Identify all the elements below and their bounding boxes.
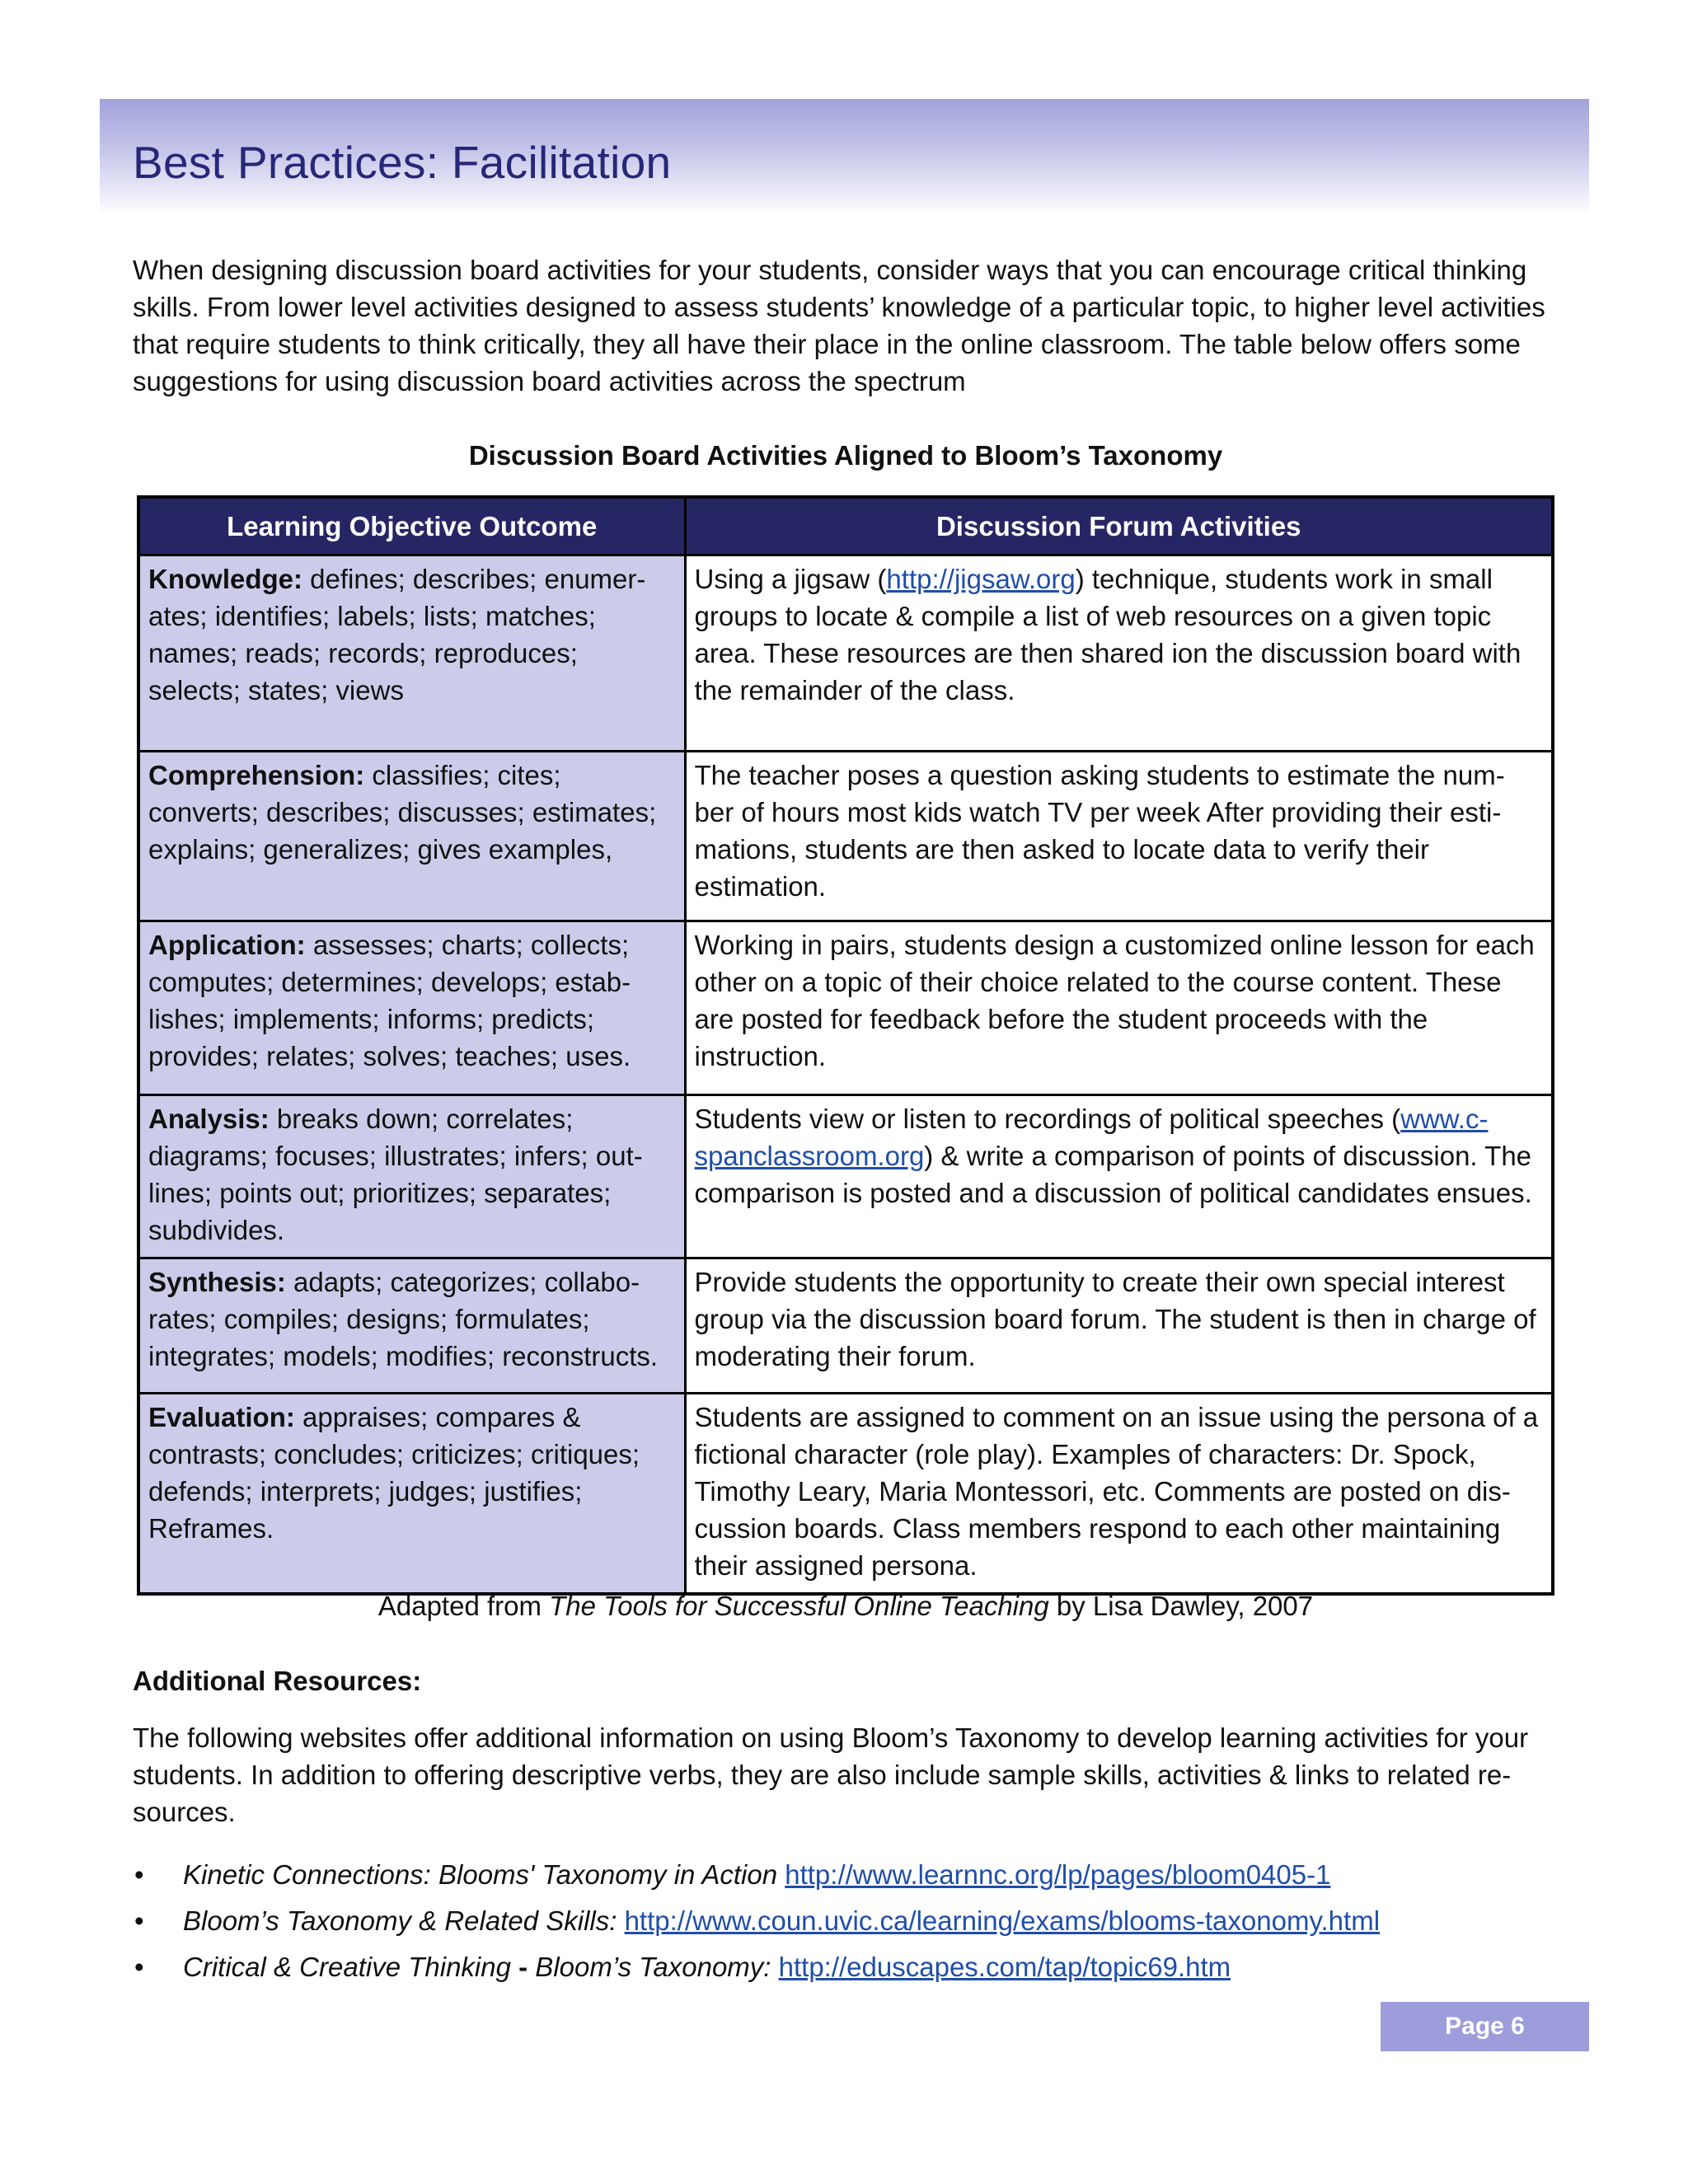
activity-cell: Provide students the opportunity to create their own special interest group via the discussion board forum. The student is then in charge of moderating their forum. xyxy=(685,1258,1553,1394)
level-verbs: classifies; cites; converts; describes; discusses; estimates; explains; generalizes; gives examples, xyxy=(148,760,657,865)
activity-text: ) & write a comparison of points of discussion. The comparison is posted and a discussion of political candidates ensues. xyxy=(694,1141,1532,1208)
resource-label: Bloom’s Taxonomy: xyxy=(528,1952,779,1982)
resource-label-dash: - xyxy=(518,1952,528,1982)
table-row-knowledge xyxy=(138,555,1553,752)
activity-cell: Working in pairs, students design a customized online lesson for each other on a topic of their choice related to the course content. These are posted for feedback before the student proceeds with the instruction. xyxy=(685,921,1553,1095)
cspan-classroom-link[interactable]: www.c-spanclassroom.org xyxy=(694,1104,1489,1171)
activity-text: Students view or listen to recordings of political speeches ( xyxy=(694,1104,1401,1134)
resource-label: Kinetic Connections: Blooms' Taxonomy in Action xyxy=(183,1859,785,1890)
activity-cell xyxy=(685,1095,1553,1258)
table-row-comprehension xyxy=(138,752,1553,921)
objective-cell xyxy=(138,555,685,752)
objective-cell xyxy=(138,1258,685,1394)
list-item xyxy=(133,1902,1567,1948)
bullet-icon: • xyxy=(134,1952,144,1982)
citation-book-title: The Tools for Successful Online Teaching xyxy=(549,1591,1049,1621)
bullet-icon: • xyxy=(134,1905,144,1936)
activity-cell xyxy=(685,555,1553,752)
table-row-application xyxy=(138,921,1553,1095)
citation-author: by Lisa Dawley, 2007 xyxy=(1048,1591,1314,1621)
resource-link[interactable]: http://www.coun.uvic.ca/learning/exams/blooms-taxonomy.html xyxy=(624,1905,1381,1936)
objective-cell xyxy=(138,752,685,921)
activity-cell: The teacher poses a question asking students to estimate the num-ber of hours most kids watch TV per week After providing their esti-mations, students are then asked to locate data to verify their estimation. xyxy=(685,752,1553,921)
bloom-taxonomy-table xyxy=(137,495,1554,1596)
jigsaw-link[interactable]: http://jigsaw.org xyxy=(886,564,1076,594)
table-row-evaluation xyxy=(138,1394,1553,1595)
objective-cell xyxy=(138,921,685,1095)
resource-link[interactable]: http://www.learnnc.org/lp/pages/bloom0405-1 xyxy=(785,1859,1331,1890)
table-caption: Discussion Board Activities Aligned to Bloom’s Taxonomy xyxy=(468,440,1223,471)
activity-text: ) technique, students work in small groups to locate & compile a list of web resources on a given topic area. These resources are then shared ion the discussion board with the remainder of the class. xyxy=(694,564,1522,705)
level-label: Evaluation: xyxy=(148,1402,295,1432)
resources-list xyxy=(133,1856,1567,1994)
citation-prefix: Adapted from xyxy=(377,1591,550,1621)
activity-cell: Students are assigned to comment on an issue using the persona of a fictional character (role play). Examples of characters: Dr. Spock, Timothy Leary, Maria Montessori, etc. Comments are posted on dis-cussion boards. Class members respond to each other maintaining their assigned persona. xyxy=(685,1394,1553,1595)
level-label: Synthesis: xyxy=(148,1267,286,1297)
intro-paragraph: When designing discussion board activities for your students, consider ways that you can encourage critical thinking skills. From lower level activities designed to assess students’ knowledge of a particular topic, to higher level activities that require students to think critically, they all have their place in the online classroom. The table below offers some suggestions for using discussion board activities across the spectrum xyxy=(133,255,1545,396)
table-row-synthesis xyxy=(138,1258,1553,1394)
objective-cell xyxy=(138,1394,685,1595)
list-item xyxy=(133,1856,1567,1902)
level-verbs: assesses; charts; collects; computes; determines; develops; estab-lishes; implements; informs; predicts; provides; relates; solves; teaches; uses. xyxy=(148,930,631,1071)
resource-link[interactable]: http://eduscapes.com/tap/topic69.htm xyxy=(778,1952,1231,1982)
level-label: Application: xyxy=(148,930,306,960)
level-verbs: adapts; categorizes; collabo-rates; compiles; designs; formulates; integrates; models; modifies; reconstructs. xyxy=(148,1267,659,1371)
page-title: Best Practices: Facilitation xyxy=(133,137,672,188)
list-item xyxy=(133,1948,1567,1994)
level-verbs: defines; describes; enumer-ates; identifies; labels; lists; matches; names; reads; records; reproduces; selects; states; views xyxy=(148,564,646,705)
objective-cell xyxy=(138,1095,685,1258)
resource-label: Critical & Creative Thinking xyxy=(183,1952,519,1982)
source-citation xyxy=(133,1591,1559,1622)
level-label: Knowledge: xyxy=(148,564,302,594)
resources-intro: The following websites offer additional information on using Bloom’s Taxonomy to develop learning activities for your students. In addition to offering descriptive verbs, they are also include sample skills, activities & links to related re-sources. xyxy=(133,1722,1529,1827)
level-verbs: appraises; compares & contrasts; concludes; criticizes; critiques; defends; interprets; judges; justifies; Reframes. xyxy=(148,1402,640,1544)
level-verbs: breaks down; correlates; diagrams; focuses; illustrates; infers; out-lines; points out; prioritizes; separates; subdivides. xyxy=(148,1104,643,1245)
column-header-objective: Learning Objective Outcome xyxy=(138,497,685,555)
table-row-analysis xyxy=(138,1095,1553,1258)
page-number-badge: Page 6 xyxy=(1381,2002,1589,2051)
resource-label: Bloom’s Taxonomy & Related Skills: xyxy=(183,1905,625,1936)
column-header-activities: Discussion Forum Activities xyxy=(685,497,1553,555)
level-label: Comprehension: xyxy=(148,760,365,790)
level-label: Analysis: xyxy=(148,1104,270,1134)
bullet-icon: • xyxy=(134,1859,144,1890)
activity-text: Using a jigsaw ( xyxy=(694,564,887,594)
resources-heading: Additional Resources: xyxy=(133,1666,422,1696)
table-header-row xyxy=(138,497,1553,555)
